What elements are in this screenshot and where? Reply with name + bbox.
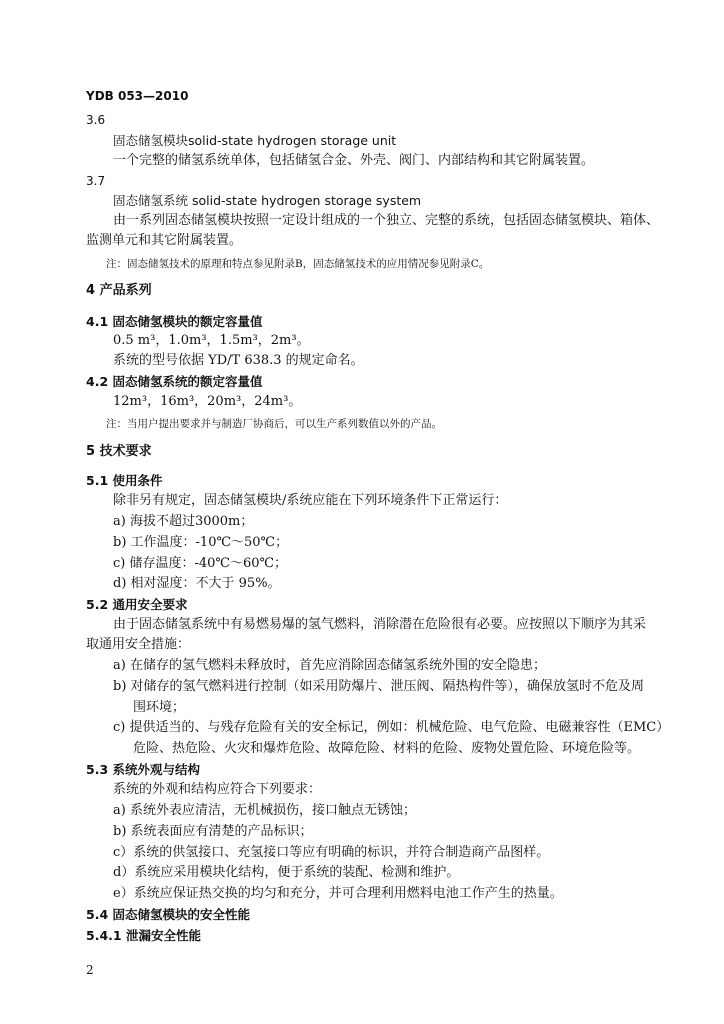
- page-number: 2: [86, 963, 94, 977]
- capacity-values-4-1: 0.5 m³，1.0m³，1.5m³，2m³。: [113, 333, 310, 348]
- term-3-6: 固态储氢模块solid-state hydrogen storage unit: [113, 133, 397, 148]
- capacity-values-4-2: 12m³，16m³，20m³，24m³。: [113, 394, 302, 409]
- clause-number-3-6: 3.6: [86, 113, 106, 127]
- model-naming-4-1: 系统的型号依据 YD/T 638.3 的规定命名。: [113, 353, 364, 368]
- list-item: b) 工作温度：-10℃～50℃；: [113, 535, 289, 550]
- list-item: b) 系统表面应有清楚的产品标识；: [113, 824, 313, 839]
- clause-heading-5-2: 5.2 通用安全要求: [86, 597, 188, 612]
- list-item: e）系统应保证热交换的均匀和充分，并可合理利用燃料电池工作产生的热量。: [113, 886, 563, 901]
- clause-heading-5-4-1: 5.4.1 泄漏安全性能: [86, 928, 201, 943]
- intro-5-3: 系统的外观和结构应符合下列要求：: [113, 782, 322, 797]
- list-item: c) 储存温度：-40℃～60℃；: [113, 556, 288, 571]
- clause-heading-5-3: 5.3 系统外观与结构: [86, 762, 200, 777]
- list-item-continuation: 围环境；: [133, 700, 186, 715]
- clause-heading-5-1: 5.1 使用条件: [86, 473, 163, 488]
- list-item: d) 相对湿度：不大于 95%。: [113, 576, 281, 591]
- list-item: c) 提供适当的、与残存危险有关的安全标记，例如：机械危险、电气危险、电磁兼容性（EMC）: [113, 720, 670, 735]
- definition-3-7-line1: 由一系列固态储氢模块按照一定设计组成的一个独立、完整的系统，包括固态储氢模块、箱体、: [113, 213, 660, 228]
- term-3-7: 固态储氢系统 solid-state hydrogen storage system: [113, 193, 422, 208]
- list-item: d）系统应采用模块化结构，便于系统的装配、检测和维护。: [113, 865, 460, 880]
- list-item: a) 海拔不超过3000m；: [113, 514, 254, 529]
- list-item: c）系统的供氢接口、充氢接口等应有明确的标识，并符合制造商产品图样。: [113, 845, 550, 860]
- list-item: a) 在储存的氢气燃料未释放时，首先应消除固态储氢系统外围的安全隐患；: [113, 658, 546, 673]
- clause-heading-4-1: 4.1 固态储氢模块的额定容量值: [86, 314, 263, 329]
- clause-heading-4-2: 4.2 固态储氢系统的额定容量值: [86, 374, 263, 389]
- definition-3-6: 一个完整的储氢系统单体，包括储氢合金、外壳、阀门、内部结构和其它附属装置。: [113, 153, 595, 168]
- intro-5-2-line2: 取通用安全措施：: [86, 637, 191, 652]
- section-heading-4: 4 产品系列: [86, 283, 152, 298]
- list-item-continuation: 危险、热危险、火灾和爆炸危险、故障危险、材料的危险、废物处置危险、环境危险等。: [133, 741, 641, 756]
- clause-number-3-7: 3.7: [86, 174, 106, 188]
- intro-5-1: 除非另有规定，固态储氢模块/系统应能在下列环境条件下正常运行：: [113, 493, 508, 508]
- intro-5-2-line1: 由于固态储氢系统中有易燃易爆的氢气燃料，消除潜在危险很有必要。应按照以下顺序为其采: [113, 617, 647, 632]
- note-3-7: 注：固态储氢技术的原理和特点参见附录B，固态储氢技术的应用情况参见附录C。: [106, 258, 490, 270]
- note-4-2: 注：当用户提出要求并与制造厂协商后，可以生产系列数值以外的产品。: [106, 418, 442, 430]
- list-item: a) 系统外表应清洁，无机械损伤，接口触点无锈蚀；: [113, 803, 416, 818]
- list-item: b) 对储存的氢气燃料进行控制（如采用防爆片、泄压阀、隔热构件等），确保放氢时不危及周: [113, 679, 645, 694]
- section-heading-5: 5 技术要求: [86, 444, 152, 459]
- clause-heading-5-4: 5.4 固态储氢模块的安全性能: [86, 907, 250, 922]
- definition-3-7-line2: 监测单元和其它附属装置。: [86, 233, 243, 248]
- document-code: YDB 053—2010: [86, 89, 189, 103]
